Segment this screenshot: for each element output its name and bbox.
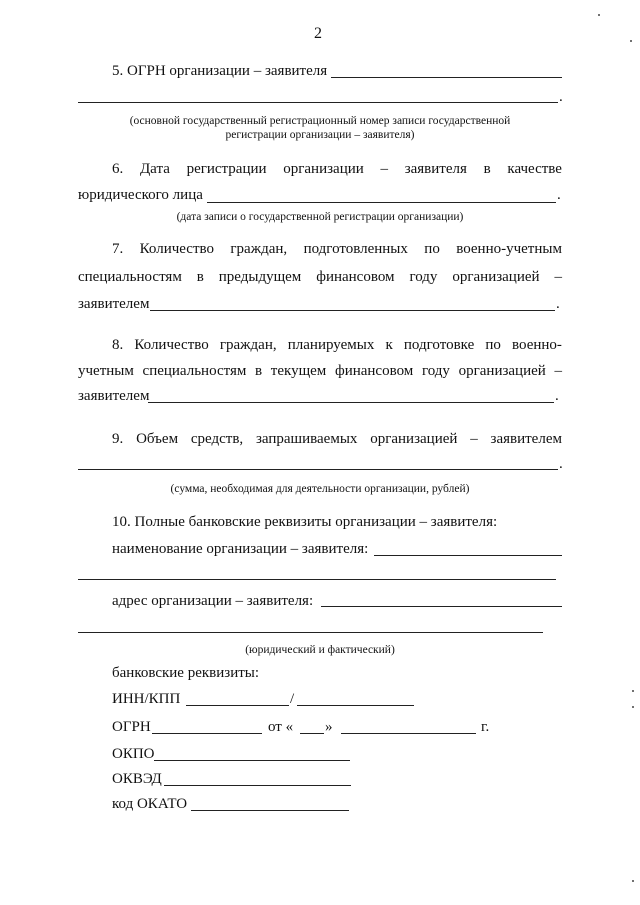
item8-count-field[interactable]: [148, 402, 554, 403]
item5-ogrn-field-line2[interactable]: [78, 102, 558, 103]
word: специальностям: [142, 363, 247, 379]
word: финансовом: [316, 269, 395, 285]
okpo-label: ОКПО: [112, 746, 155, 762]
ogrn-month-year-field[interactable]: [341, 733, 476, 734]
scan-speck: [632, 690, 634, 692]
inn-kpp-label: ИНН/КПП: [112, 691, 181, 707]
word: военно-учетным: [456, 241, 562, 257]
word: по: [424, 241, 440, 257]
word: 8.: [112, 337, 124, 353]
inn-field[interactable]: [186, 705, 289, 706]
word: граждан,: [219, 337, 277, 353]
ogrn-quote-close: »: [325, 719, 333, 735]
word: регистрации: [186, 161, 267, 177]
word: Объем: [136, 431, 179, 447]
okpo-field[interactable]: [154, 760, 350, 761]
word: учетным: [78, 363, 134, 379]
item8-line2: [78, 362, 562, 380]
org-name-field-line2[interactable]: [78, 579, 556, 580]
item6-line2: юридического лица: [78, 187, 203, 203]
word: –: [470, 431, 478, 447]
word: в: [196, 269, 204, 285]
item5-end: .: [559, 89, 563, 105]
okato-field[interactable]: [191, 810, 349, 811]
word: граждан,: [230, 241, 288, 257]
word: Количество: [134, 337, 209, 353]
item7-line1: [112, 240, 562, 258]
item7-line2: [78, 268, 562, 286]
item7-line3: заявителем: [78, 296, 150, 312]
word: Количество: [139, 241, 214, 257]
word: –: [554, 269, 562, 285]
org-address-label: адрес организации – заявителя:: [112, 593, 314, 609]
item6-date-field[interactable]: [207, 202, 556, 203]
item5-label: 5. ОГРН организации – заявителя: [112, 63, 328, 79]
item5-ogrn-field[interactable]: [331, 77, 562, 78]
item6-caption: (дата записи о государственной регистрации организации): [176, 211, 464, 223]
word: текущем: [270, 363, 327, 379]
item9-caption: (сумма, необходимая для деятельности организации, рублей): [170, 483, 470, 495]
word: организацией: [452, 269, 540, 285]
word: 6.: [112, 161, 124, 177]
word: Дата: [139, 161, 170, 177]
word: по: [485, 337, 501, 353]
item9-amount-field[interactable]: [78, 469, 558, 470]
ogrn-day-field[interactable]: [300, 733, 324, 734]
item9-line1: [112, 430, 562, 448]
item7-end: .: [556, 296, 560, 312]
item5-caption-line2: регистрации организации – заявителя): [225, 129, 415, 141]
page-number: 2: [314, 25, 322, 42]
item8-line3: заявителем: [78, 388, 150, 404]
inn-kpp-slash: /: [290, 691, 295, 707]
ogrn-label: ОГРН: [112, 719, 151, 735]
word: в: [483, 161, 491, 177]
word: качестве: [507, 161, 562, 177]
word: подготовленных: [303, 241, 408, 257]
word: предыдущем: [218, 269, 302, 285]
bank-details-label: банковские реквизиты:: [112, 665, 260, 681]
word: организацией: [458, 363, 546, 379]
word: 7.: [112, 241, 124, 257]
okved-label: ОКВЭД: [112, 771, 162, 787]
word: к: [385, 337, 393, 353]
ogrn-year-label: г.: [481, 719, 490, 735]
item6-end: .: [557, 187, 561, 203]
word: 9.: [112, 431, 124, 447]
word: –: [554, 363, 562, 379]
word: финансовом: [334, 363, 414, 379]
word: организацией: [370, 431, 458, 447]
word: средств,: [190, 431, 244, 447]
item7-count-field[interactable]: [150, 310, 555, 311]
org-address-caption: (юридический и фактический): [245, 644, 395, 656]
okved-field[interactable]: [164, 785, 351, 786]
org-address-field[interactable]: [321, 606, 562, 607]
ogrn-from-label: от «: [268, 719, 294, 735]
scan-speck: [632, 880, 634, 882]
item8-line1: [112, 336, 562, 354]
item10-label: 10. Полные банковские реквизиты организации – заявителя:: [112, 514, 498, 530]
word: специальностям: [78, 269, 182, 285]
scan-speck: [632, 706, 634, 708]
okato-label: код ОКАТО: [112, 796, 188, 812]
scan-speck: [598, 14, 600, 16]
org-name-label: наименование организации – заявителя:: [112, 541, 369, 557]
word: заявителем: [490, 431, 562, 447]
item9-end: .: [559, 456, 563, 472]
word: военно-: [512, 337, 562, 353]
word: году: [421, 363, 450, 379]
word: году: [409, 269, 438, 285]
word: планируемых: [287, 337, 375, 353]
word: организации: [283, 161, 364, 177]
word: заявителя: [404, 161, 467, 177]
word: в: [255, 363, 263, 379]
org-name-field[interactable]: [374, 555, 562, 556]
word: подготовке: [403, 337, 475, 353]
org-address-field-line2[interactable]: [78, 632, 543, 633]
ogrn-field[interactable]: [152, 733, 262, 734]
scan-speck: [630, 40, 632, 42]
item5-caption-line1: (основной государственный регистрационный номер записи государственной: [129, 115, 511, 127]
item6-line1: [112, 160, 562, 178]
word: запрашиваемых: [255, 431, 358, 447]
item8-end: .: [555, 388, 559, 404]
word: –: [380, 161, 388, 177]
kpp-field[interactable]: [297, 705, 414, 706]
